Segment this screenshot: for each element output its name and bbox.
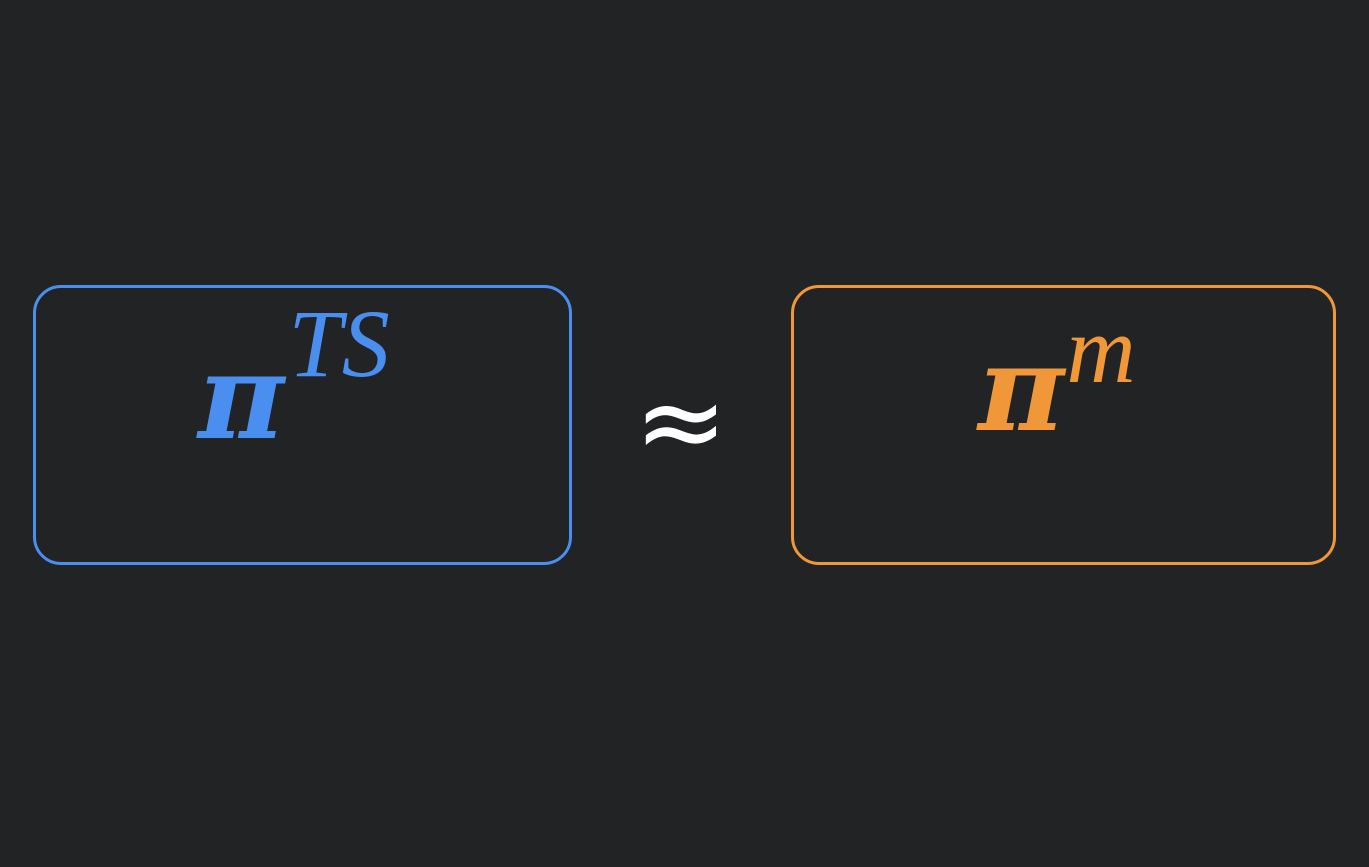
left-policy-superscript: TS [288, 290, 390, 397]
left-policy-base: π [198, 327, 285, 466]
approx-symbol: ≈ [634, 357, 728, 487]
right-policy-base: π [978, 319, 1065, 458]
left-policy-symbol [198, 290, 390, 466]
right-policy-symbol [978, 296, 1136, 458]
right-policy-superscript: m [1066, 296, 1136, 403]
